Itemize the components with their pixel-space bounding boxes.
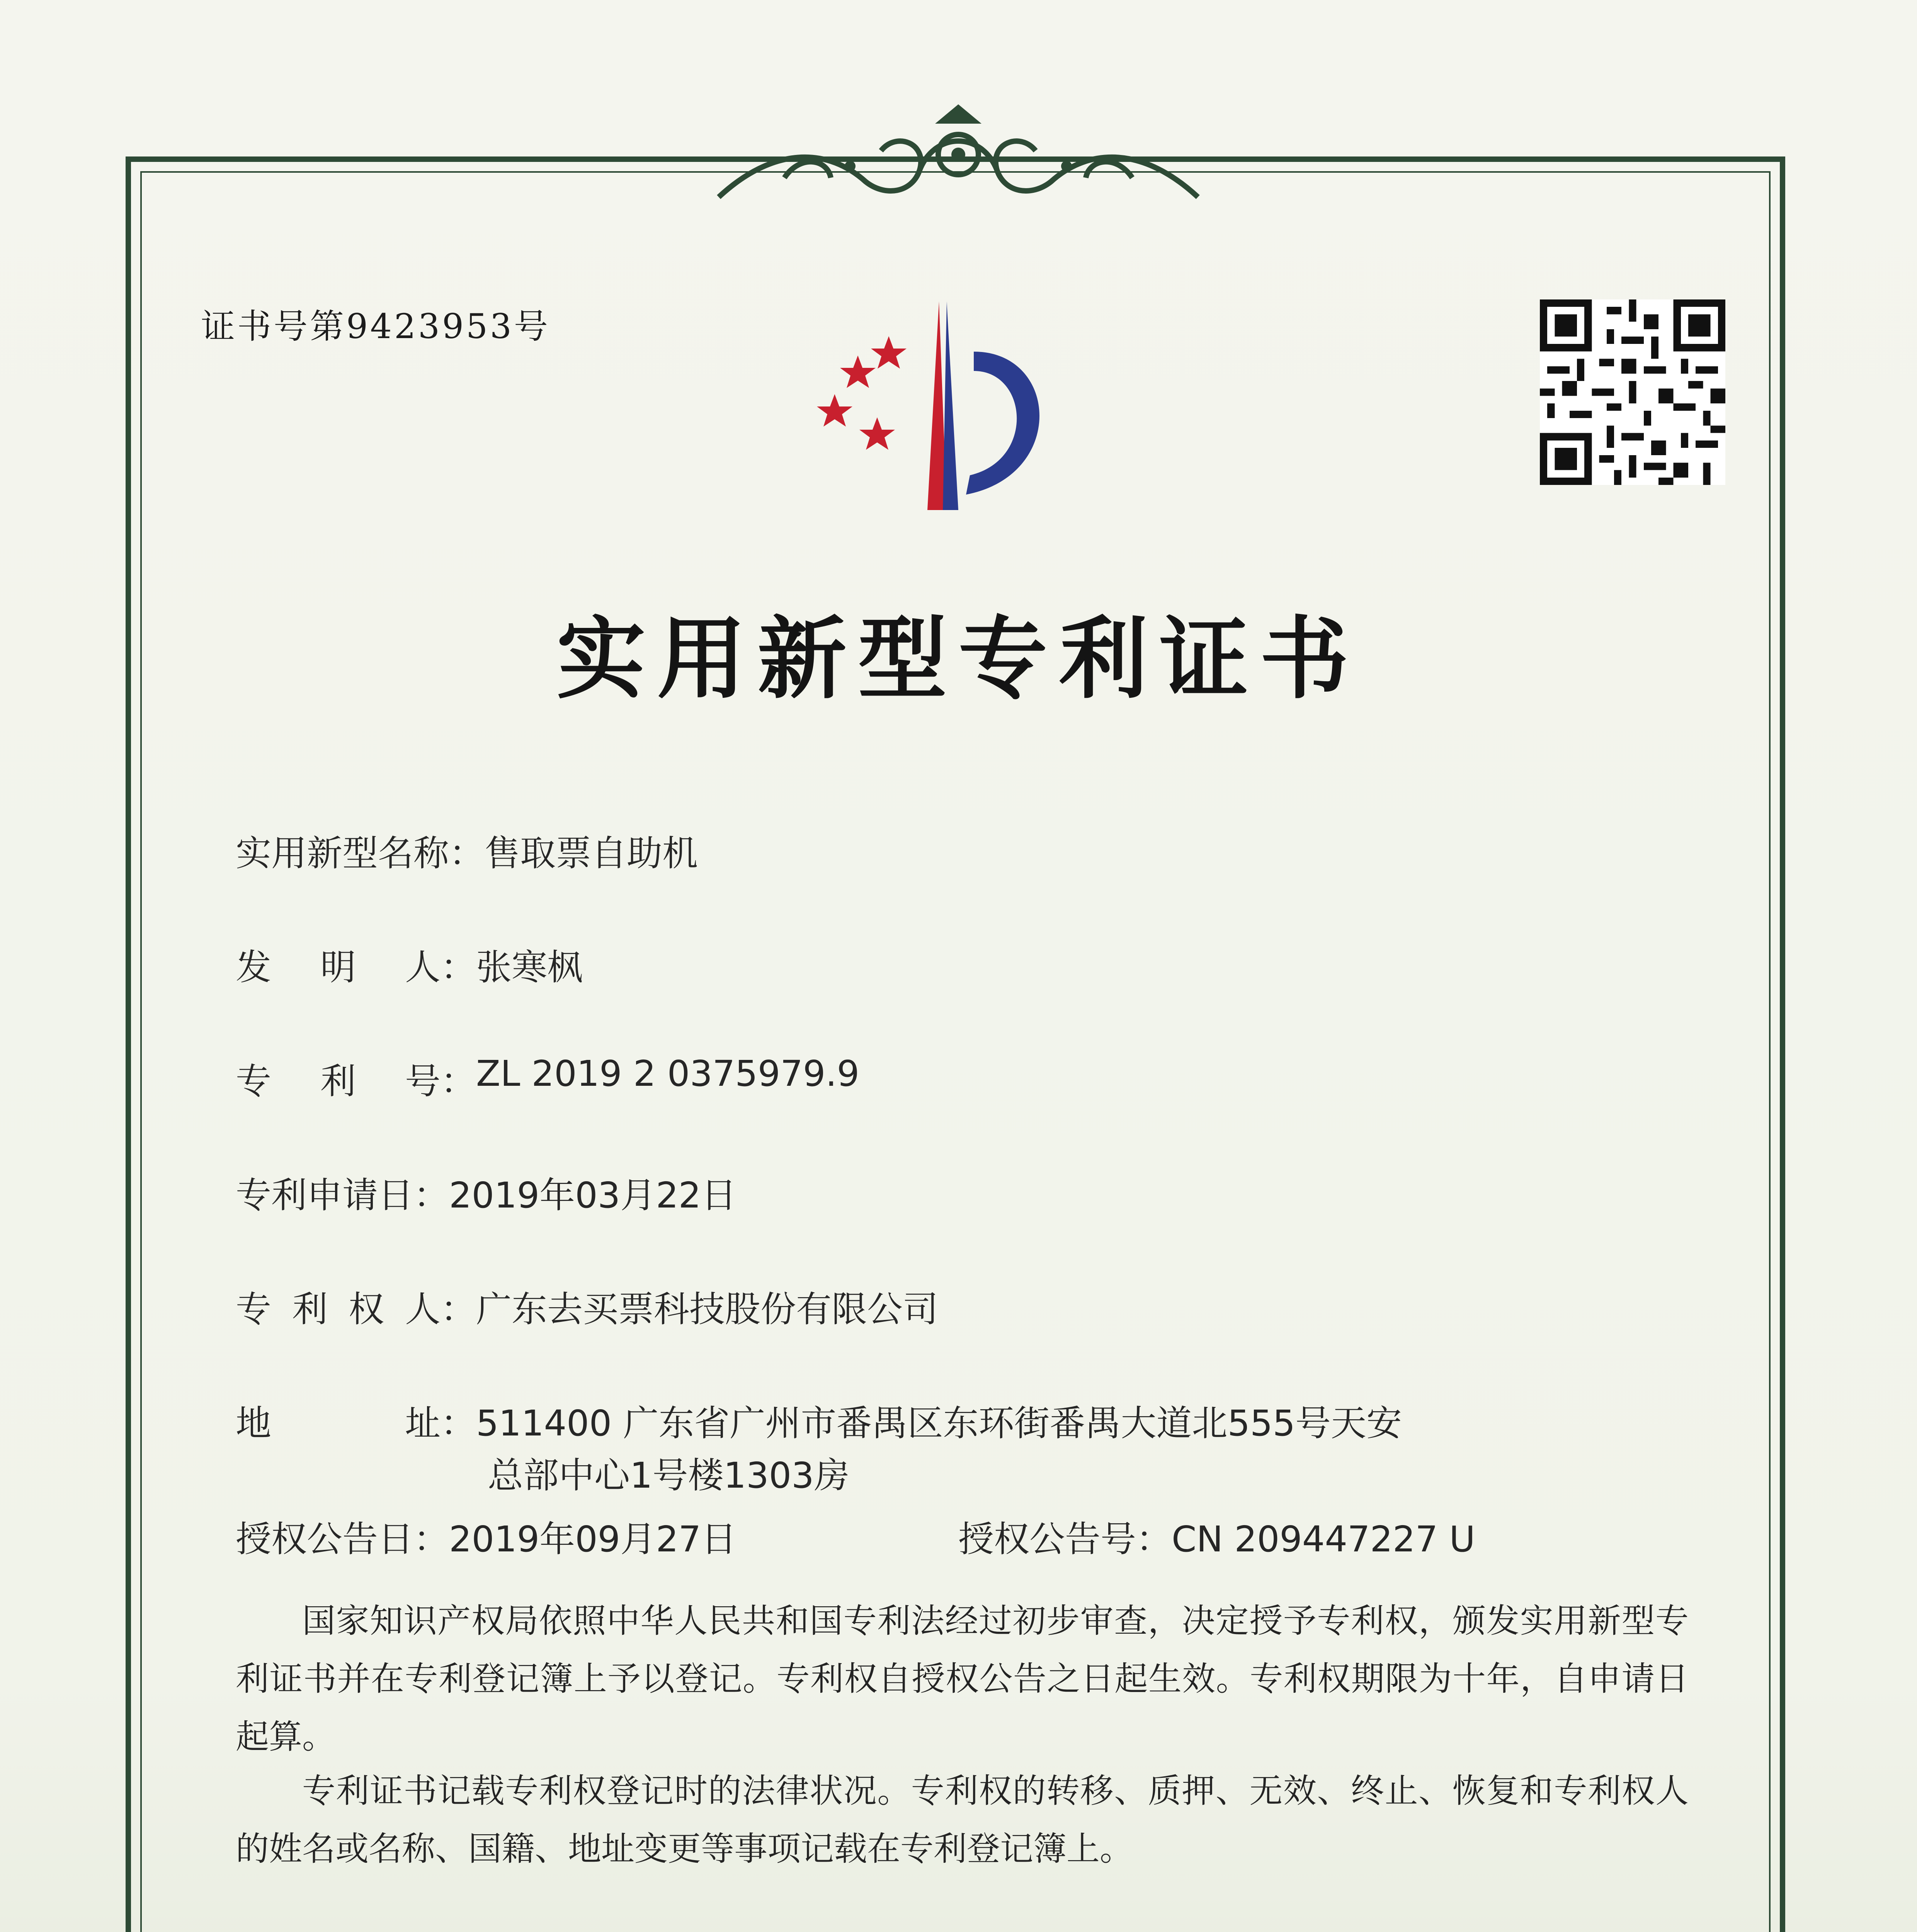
address-colon: ： <box>441 1403 476 1444</box>
top-ornament-icon <box>703 100 1213 224</box>
patentee-label-char: 利 <box>292 1289 328 1330</box>
patent-number-colon: ： <box>441 1061 476 1102</box>
utility-model-name-value: 售取票自助机 <box>485 833 698 874</box>
patentee-label-char: 人 <box>405 1289 441 1330</box>
grant-announcement-number-label: 授权公告号： <box>958 1519 1172 1560</box>
field-patentee <box>236 1281 938 1332</box>
certificate-title: 实用新型专利证书 <box>556 608 1361 711</box>
legal-paragraph-1: 国家知识产权局依照中华人民共和国专利法经过初步审查，决定授予专利权，颁发实用新型专利证书并在专利登记簿上予以登记。专利权自授权公告之日起生效。专利权期限为十年，自申请日起算。 <box>236 1602 1689 1756</box>
address-line-1: 511400 广东省广州市番禺区东环街番禺大道北555号天安 <box>476 1403 1402 1444</box>
qr-code-icon <box>1540 299 1725 485</box>
field-application-date <box>236 1167 737 1218</box>
patent-number-label-char: 利 <box>320 1061 356 1102</box>
patent-number-label <box>236 1053 441 1104</box>
patentee-label-char: 专 <box>236 1289 272 1330</box>
certificate-number: 证书号第9423953号 <box>201 306 550 346</box>
address-label-char: 址 <box>405 1403 441 1444</box>
utility-model-name-label: 实用新型名称： <box>236 833 485 874</box>
address-line-2: 总部中心1号楼1303房 <box>488 1455 850 1496</box>
inventor-label-char: 明 <box>320 947 356 988</box>
inventor-colon: ： <box>441 947 476 988</box>
cnipa-logo-icon <box>811 294 1113 526</box>
address-label <box>236 1395 441 1446</box>
patentee-colon: ： <box>441 1289 476 1330</box>
field-utility-model-name <box>236 825 698 876</box>
patentee-label-char: 权 <box>348 1289 384 1330</box>
field-patent-number <box>236 1053 859 1104</box>
inventor-value: 张寒枫 <box>476 947 583 988</box>
legal-paragraph-2: 专利证书记载专利权登记时的法律状况。专利权的转移、质押、无效、终止、恢复和专利权人的姓名或名称、国籍、地址变更等事项记载在专利登记簿上。 <box>236 1772 1689 1868</box>
application-date-label: 专利申请日： <box>236 1175 449 1216</box>
field-grant-announcement-date <box>236 1511 737 1562</box>
field-grant-announcement-number <box>958 1511 1475 1562</box>
application-date-value: 2019年03月22日 <box>449 1175 737 1216</box>
inventor-label-char: 发 <box>236 947 272 988</box>
inventor-label <box>236 939 441 990</box>
address-label-char: 地 <box>236 1403 272 1444</box>
grant-announcement-date-label: 授权公告日： <box>236 1519 449 1560</box>
field-inventor <box>236 939 583 990</box>
patent-number-label-char: 专 <box>236 1061 272 1102</box>
patentee-label <box>236 1281 441 1332</box>
field-address <box>236 1395 1402 1446</box>
patent-number-value: ZL 2019 2 0375979.9 <box>476 1053 860 1094</box>
grant-announcement-number-value: CN 209447227 U <box>1172 1519 1475 1560</box>
patentee-value: 广东去买票科技股份有限公司 <box>476 1289 939 1330</box>
patent-number-label-char: 号 <box>405 1061 441 1102</box>
inventor-label-char: 人 <box>405 947 441 988</box>
grant-announcement-date-value: 2019年09月27日 <box>449 1519 737 1560</box>
